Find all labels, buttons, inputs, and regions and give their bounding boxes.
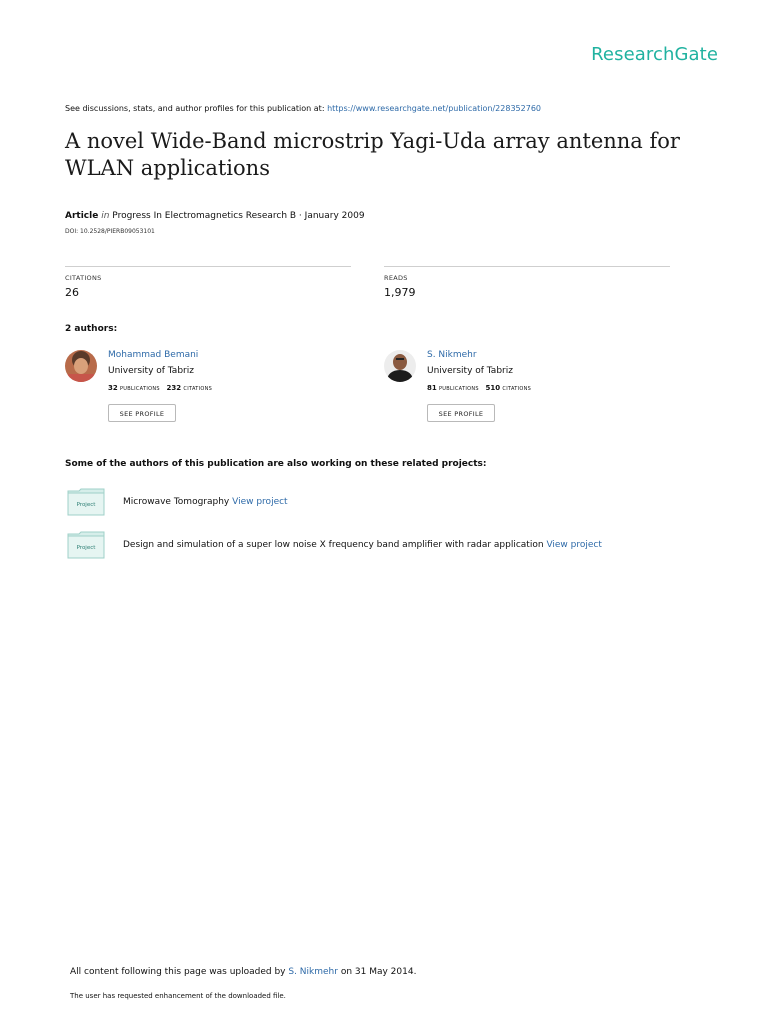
see-discussions-line [65, 104, 541, 113]
project-folder-icon [67, 488, 105, 516]
publication-meta [65, 211, 365, 221]
reads-label: READS [384, 274, 408, 282]
view-project-link[interactable]: View project [546, 540, 602, 550]
project-item [123, 540, 602, 550]
project-folder-icon [67, 531, 105, 559]
upload-notice [70, 967, 416, 977]
in-word: in [101, 211, 110, 221]
project-name: Microwave Tomography [123, 497, 230, 507]
uploader-link[interactable]: S. Nikmehr [288, 967, 338, 977]
researchgate-logo[interactable]: ResearchGate [591, 44, 718, 65]
author-name-link[interactable]: S. Nikmehr [427, 350, 477, 360]
author-publications-count: 81 [427, 384, 437, 392]
project-icon-label: Project [76, 545, 96, 551]
reads-divider [384, 266, 670, 267]
publication-url-link[interactable]: https://www.researchgate.net/publication/228352760 [327, 104, 541, 113]
see-profile-button[interactable]: SEE PROFILE [108, 404, 176, 422]
author-avatar[interactable] [384, 350, 416, 382]
author-publications-count: 32 [108, 384, 118, 392]
publication-doi: DOI: 10.2528/PIERB09053101 [65, 228, 155, 235]
author-stats [108, 384, 212, 392]
reads-value: 1,979 [384, 286, 416, 299]
project-icon-label: Project [76, 502, 96, 508]
project-item [123, 497, 288, 507]
author-avatar[interactable] [65, 350, 97, 382]
upload-prefix: All content following this page was uploaded by [70, 967, 289, 977]
author-citations-count: 510 [485, 384, 501, 392]
author-institution: University of Tabriz [108, 366, 194, 376]
citations-divider [65, 266, 351, 267]
publication-type: Article [65, 211, 99, 221]
publication-venue: Progress In Electromagnetics Research B · January 2009 [112, 211, 365, 221]
author-publications-label: publications [438, 384, 479, 392]
project-name: Design and simulation of a super low noise X frequency band amplifier with radar application [123, 540, 544, 550]
see-discussions-text: See discussions, stats, and author profiles for this publication at: [65, 104, 328, 113]
citations-label: CITATIONS [65, 274, 102, 282]
author-citations-count: 232 [166, 384, 182, 392]
upload-suffix: on 31 May 2014. [337, 967, 417, 977]
author-institution: University of Tabriz [427, 366, 513, 376]
author-citations-label: citations [502, 384, 532, 392]
author-publications-label: publications [119, 384, 160, 392]
author-citations-label: citations [183, 384, 213, 392]
publication-title: A novel Wide-Band microstrip Yagi-Uda array antenna for WLAN applications [65, 129, 680, 180]
author-name-link[interactable]: Mohammad Bemani [108, 350, 199, 360]
view-project-link[interactable]: View project [232, 497, 288, 507]
citations-value: 26 [65, 286, 79, 299]
authors-header: 2 authors: [65, 324, 118, 334]
enhancement-note: The user has requested enhancement of the downloaded file. [70, 992, 286, 1000]
see-profile-button[interactable]: SEE PROFILE [427, 404, 495, 422]
related-projects-header: Some of the authors of this publication are also working on these related projects: [65, 459, 487, 469]
author-stats [427, 384, 531, 392]
